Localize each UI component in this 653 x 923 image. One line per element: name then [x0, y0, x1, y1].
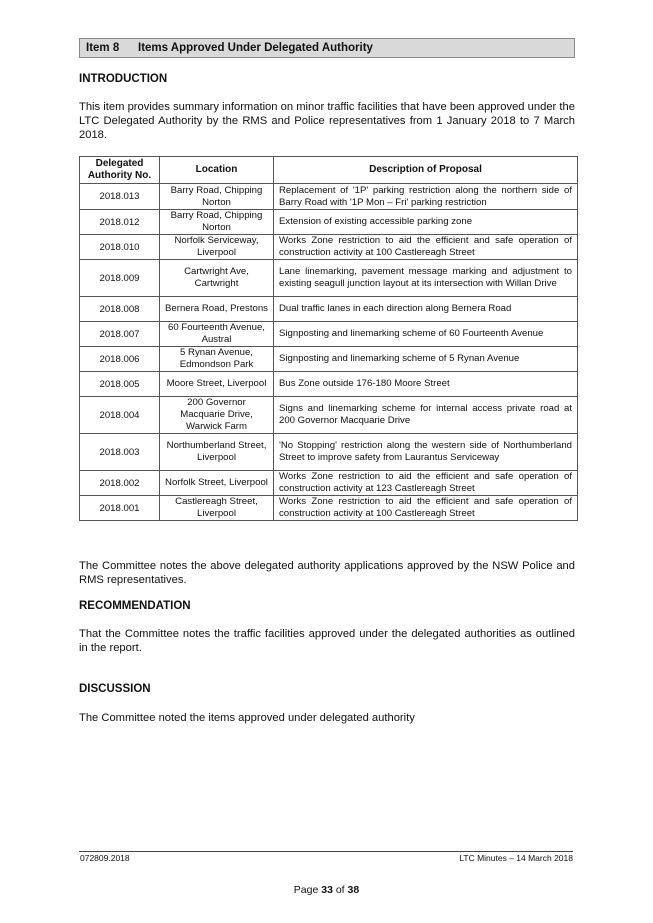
header-authority-number: Delegated Authority No. — [80, 157, 160, 184]
recommendation-text: That the Committee notes the traffic facilities approved under the delegated authorities as outlined in the report. — [79, 628, 575, 654]
delegated-authority-table — [79, 156, 578, 521]
authority-number-cell: 2018.013 — [80, 184, 160, 210]
discussion-heading: DISCUSSION — [79, 683, 151, 695]
description-cell: Replacement of '1P' parking restriction along the northern side of Barry Road with '1P Mon – Fri' parking restriction — [274, 184, 578, 210]
introduction-heading: INTRODUCTION — [79, 73, 168, 85]
recommendation-heading: RECOMMENDATION — [79, 600, 191, 612]
description-cell: 'No Stopping' restriction along the western side of Northumberland Street to improve safety from Laurantus Serviceway — [274, 434, 578, 471]
location-cell: Castlereagh Street, Liverpool — [160, 496, 274, 521]
location-cell: Barry Road, Chipping Norton — [160, 184, 274, 210]
location-cell: Bernera Road, Prestons — [160, 297, 274, 322]
table-row — [80, 297, 578, 322]
description-cell: Signs and linemarking scheme for internal access private road at 200 Governor Macquarie Drive — [274, 397, 578, 434]
description-cell: Works Zone restriction to aid the efficient and safe operation of construction activity at 100 Castlereagh Street — [274, 235, 578, 260]
header-location: Location — [160, 157, 274, 184]
authority-number-cell: 2018.004 — [80, 397, 160, 434]
table-row — [80, 372, 578, 397]
table-row — [80, 347, 578, 372]
introduction-text: This item provides summary information on minor traffic facilities that have been approved under the LTC Delegated Authority by the RMS and Police representatives from 1 January 2018 to 7 March 2018. — [79, 101, 575, 141]
description-cell: Signposting and linemarking scheme of 60 Fourteenth Avenue — [274, 322, 578, 347]
discussion-text: The Committee noted the items approved under delegated authority — [79, 712, 415, 724]
header-description: Description of Proposal — [274, 157, 578, 184]
authority-number-cell: 2018.005 — [80, 372, 160, 397]
table-row — [80, 184, 578, 210]
location-cell: Cartwright Ave, Cartwright — [160, 260, 274, 297]
location-cell: 60 Fourteenth Avenue, Austral — [160, 322, 274, 347]
item-number: Item 8 — [86, 42, 120, 54]
item-title: Items Approved Under Delegated Authority — [138, 42, 373, 54]
description-cell: Bus Zone outside 176-180 Moore Street — [274, 372, 578, 397]
footer-divider — [79, 851, 573, 852]
table-row — [80, 496, 578, 521]
description-cell: Signposting and linemarking scheme of 5 Rynan Avenue — [274, 347, 578, 372]
location-cell: 5 Rynan Avenue, Edmondson Park — [160, 347, 274, 372]
authority-number-cell: 2018.012 — [80, 210, 160, 235]
authority-number-cell: 2018.002 — [80, 471, 160, 496]
table-header-row — [80, 157, 578, 184]
location-cell: 200 Governor Macquarie Drive, Warwick Farm — [160, 397, 274, 434]
authority-number-cell: 2018.007 — [80, 322, 160, 347]
table-row — [80, 471, 578, 496]
item-header-bar — [79, 38, 575, 58]
table-row — [80, 397, 578, 434]
location-cell: Northumberland Street, Liverpool — [160, 434, 274, 471]
committee-note: The Committee notes the above delegated authority applications approved by the NSW Police and RMS representatives. — [79, 560, 575, 586]
authority-number-cell: 2018.003 — [80, 434, 160, 471]
location-cell: Barry Road, Chipping Norton — [160, 210, 274, 235]
location-cell: Norfolk Street, Liverpool — [160, 471, 274, 496]
description-cell: Dual traffic lanes in each direction along Bernera Road — [274, 297, 578, 322]
authority-number-cell: 2018.009 — [80, 260, 160, 297]
footer-minutes-label: LTC Minutes – 14 March 2018 — [459, 853, 573, 863]
authority-number-cell: 2018.006 — [80, 347, 160, 372]
page-total: 38 — [347, 884, 360, 896]
footer-doc-ref: 072809.2018 — [80, 853, 130, 863]
page-number: Page 33 of 38 — [293, 884, 360, 896]
authority-number-cell: 2018.008 — [80, 297, 160, 322]
table-row — [80, 260, 578, 297]
authority-number-cell: 2018.001 — [80, 496, 160, 521]
table-row — [80, 210, 578, 235]
table-row — [80, 322, 578, 347]
authority-number-cell: 2018.010 — [80, 235, 160, 260]
table-row — [80, 235, 578, 260]
page-current: 33 — [321, 884, 333, 896]
description-cell: Extension of existing accessible parking zone — [274, 210, 578, 235]
description-cell: Lane linemarking, pavement message marking and adjustment to existing seagull junction layout at its intersection with Willan Drive — [274, 260, 578, 297]
table-row — [80, 434, 578, 471]
description-cell: Works Zone restriction to aid the efficient and safe operation of construction activity at 100 Castlereagh Street — [274, 496, 578, 521]
description-cell: Works Zone restriction to aid the efficient and safe operation of construction activity at 123 Castlereagh Street — [274, 471, 578, 496]
location-cell: Norfolk Serviceway, Liverpool — [160, 235, 274, 260]
location-cell: Moore Street, Liverpool — [160, 372, 274, 397]
